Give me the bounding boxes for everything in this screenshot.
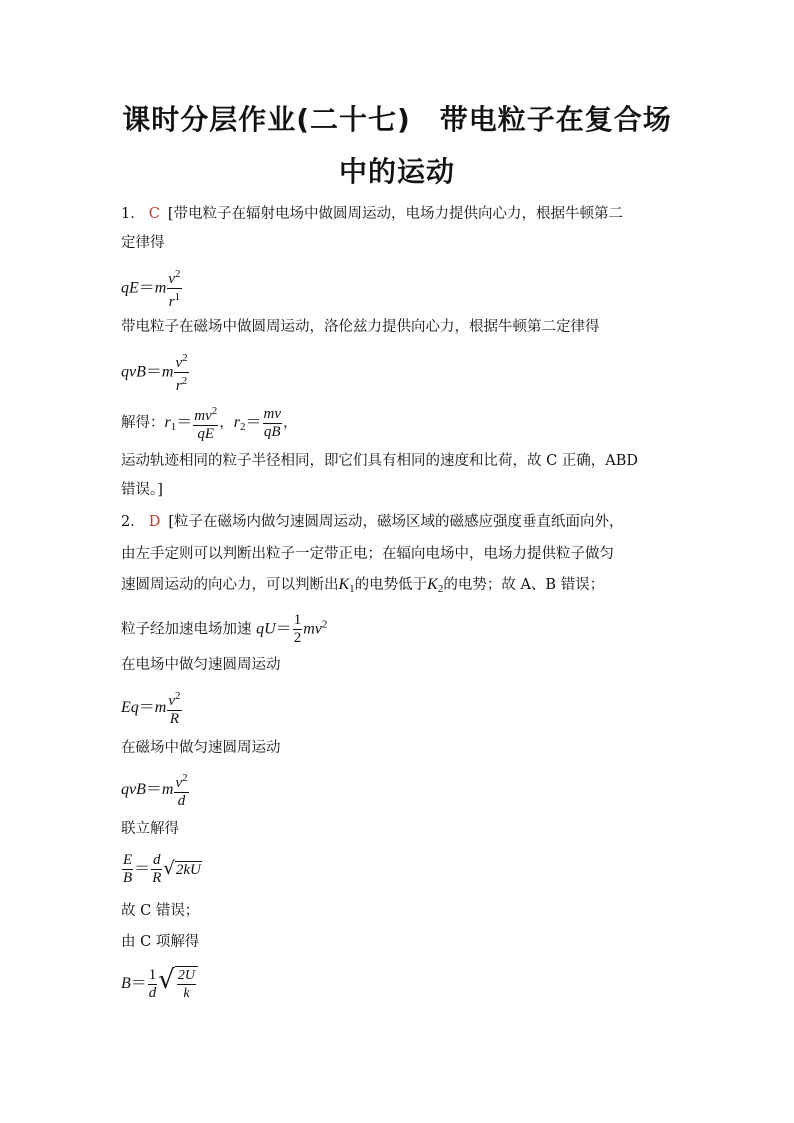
q1-eq3-equals: ＝ — [176, 414, 193, 431]
q2-eq3-num: v — [175, 775, 183, 791]
q1-eq1-den-sup: 1 — [174, 291, 181, 303]
q1-eq3-fraction — [193, 403, 218, 443]
q2-answer: D — [148, 514, 161, 530]
q2-text3b: 的电势低于 — [354, 577, 428, 593]
q1-text1: [带电粒子在辐射电场中做圆周运动，电场力提供向心力，根据牛顿第二 — [167, 206, 623, 222]
q1-eq2-num: v — [175, 355, 183, 371]
q1-eq3-num: mv — [194, 408, 212, 424]
q1-line-2: 定律得 — [121, 235, 165, 251]
q1-eq2-den: r — [175, 378, 182, 394]
q2-eq5-rad-num: 2U — [177, 968, 195, 983]
q2-line-8: 故 C 错误； — [121, 903, 200, 919]
q2-equation-4 — [121, 852, 202, 887]
q2-eq1-fraction — [293, 612, 303, 647]
q2-line-6: 在磁场中做匀速圆周运动 — [121, 740, 281, 756]
q2-k2: K — [427, 576, 438, 593]
q2-eq3-num-sup: 2 — [182, 772, 188, 784]
q2-eq4-sqrt — [163, 859, 201, 880]
q2-eq4-den: B — [123, 870, 133, 886]
q2-equation-3 — [121, 770, 190, 810]
q2-eq3-fraction — [174, 770, 188, 810]
q1-comma1: ， — [219, 415, 234, 431]
q2-eq5-lhs: B — [121, 975, 131, 992]
page-title-line2: 中的运动 — [338, 155, 455, 188]
q2-equation-5 — [121, 966, 198, 1002]
q2-eq5-sqrt — [158, 966, 198, 1002]
q2-text1: [粒子在磁场内做匀速圆周运动，磁场区域的磁感应强度垂直纸面向外， — [168, 514, 624, 530]
q1-eq1-equals: ＝ — [138, 279, 155, 297]
q2-eq2-num-sup: 2 — [175, 690, 181, 702]
q1-eq4-den: qB — [263, 423, 281, 440]
q2-eq4-den2: R — [152, 870, 162, 886]
q2-k1-sub: 1 — [349, 583, 355, 595]
q1-line-3: 带电粒子在磁场中做圆周运动，洛伦兹力提供向心力，根据牛顿第二定律得 — [121, 319, 600, 335]
q2-eq1-den: 2 — [293, 630, 302, 646]
q2-k1: K — [338, 576, 350, 593]
q2-equation-2 — [121, 688, 183, 728]
q2-line-3 — [121, 575, 604, 599]
radical-icon: √ — [163, 858, 175, 879]
q2-eq3-equals: ＝ — [145, 781, 162, 798]
q2-text3c: 的电势；故 A、B 错误； — [443, 577, 605, 593]
q2-line-4 — [121, 612, 327, 647]
q1-r2-sub: 2 — [239, 421, 246, 433]
q2-line-2: 由左手定则可以判断出粒子一定带正电；在辐向电场中，电场力提供粒子做匀 — [121, 546, 614, 562]
q2-eq1-rhs-sup: 2 — [321, 618, 328, 631]
q1-comma2: ， — [283, 415, 298, 431]
q2-eq3-den: d — [177, 793, 186, 809]
q2-eq3-m: m — [161, 781, 174, 798]
q2-eq5-num: 1 — [148, 966, 157, 983]
q2-line-7: 联立解得 — [121, 821, 179, 837]
q2-line-5: 在电场中做匀速圆周运动 — [121, 657, 281, 673]
q2-eq1-equals: ＝ — [275, 620, 292, 638]
q2-eq2-fraction — [167, 688, 181, 728]
q2-eq5-fraction — [148, 967, 158, 1002]
q1-eq3-num-sup: 2 — [211, 405, 218, 417]
q1-eq2-fraction — [174, 350, 188, 395]
q2-eq2-equals: ＝ — [138, 699, 155, 716]
q2-eq2-m: m — [154, 699, 167, 716]
q1-solve-label: 解得： — [121, 415, 165, 431]
q1-eq1-num: v — [168, 271, 176, 287]
q1-line-4: 运动轨迹相同的粒子半径相同，即它们具有相同的速度和比荷，故 C 正确，ABD — [121, 453, 639, 469]
q2-line-1 — [121, 512, 624, 532]
q1-r2: r — [233, 414, 240, 431]
radical-icon: √ — [158, 965, 175, 995]
q1-equation-2 — [121, 350, 190, 395]
q2-eq5-rad-fraction — [177, 967, 196, 1002]
q1-eq2-m: m — [161, 363, 174, 381]
q2-eq4-equals: ＝ — [134, 860, 151, 878]
page-title-line1: 课时分层作业(二十七) 带电粒子在复合场 — [122, 103, 672, 136]
q2-eq2-lhs: Eq — [121, 699, 139, 716]
q2-eq4-num2: d — [153, 852, 161, 868]
q1-solve-line — [121, 403, 298, 443]
q1-r1-sub: 1 — [170, 421, 177, 433]
q2-number: 2． — [121, 514, 145, 530]
q2-eq5-radicand — [175, 966, 198, 1002]
q1-eq3-den: qE — [197, 426, 215, 442]
q1-eq4-num: mv — [263, 405, 281, 422]
q1-answer: C — [148, 206, 160, 222]
q1-eq1-num-sup: 2 — [175, 268, 181, 280]
q1-eq4-equals: ＝ — [245, 414, 262, 431]
q1-eq2-den-sup: 2 — [181, 375, 188, 387]
q2-eq2-num: v — [168, 693, 176, 709]
q1-eq1-m: m — [154, 279, 167, 297]
q2-line-9: 由 C 项解得 — [121, 934, 200, 950]
q2-text3a: 速圆周运动的向心力，可以判断出 — [121, 577, 339, 593]
q1-equation-1 — [121, 266, 183, 311]
q2-k2-sub: 2 — [437, 583, 444, 595]
q1-r1: r — [164, 414, 171, 431]
q1-eq1-lhs: qE — [121, 279, 139, 297]
q1-eq1-fraction — [167, 266, 181, 311]
q1-eq2-equals: ＝ — [145, 363, 162, 381]
q2-eq3-lhs: qvB — [121, 781, 146, 798]
q2-eq4-fraction-2 — [151, 852, 162, 887]
q1-eq1-den: r — [168, 294, 175, 310]
q2-eq5-den: d — [148, 984, 157, 1001]
q1-eq4-fraction — [263, 406, 283, 441]
q2-eq4-radicand: 2kU — [175, 862, 201, 878]
q1-line-1 — [121, 204, 623, 224]
q2-eq5-rad-den: k — [183, 986, 190, 1001]
q2-eq1-lhs: qU — [256, 620, 276, 638]
q2-eq1-num: 1 — [293, 612, 302, 628]
q1-eq2-num-sup: 2 — [182, 352, 188, 364]
q1-number: 1． — [121, 206, 145, 222]
q1-eq2-lhs: qvB — [121, 363, 146, 381]
q2-eq2-den: R — [169, 711, 180, 727]
q2-text4: 粒子经加速电场加速 — [121, 621, 257, 638]
q2-eq4-num: E — [123, 852, 133, 868]
q2-eq4-fraction-1 — [122, 852, 133, 887]
q1-line-5: 错误。] — [121, 482, 163, 498]
q2-eq5-equals: ＝ — [130, 975, 147, 992]
q2-eq1-rhs: mv — [303, 620, 322, 638]
